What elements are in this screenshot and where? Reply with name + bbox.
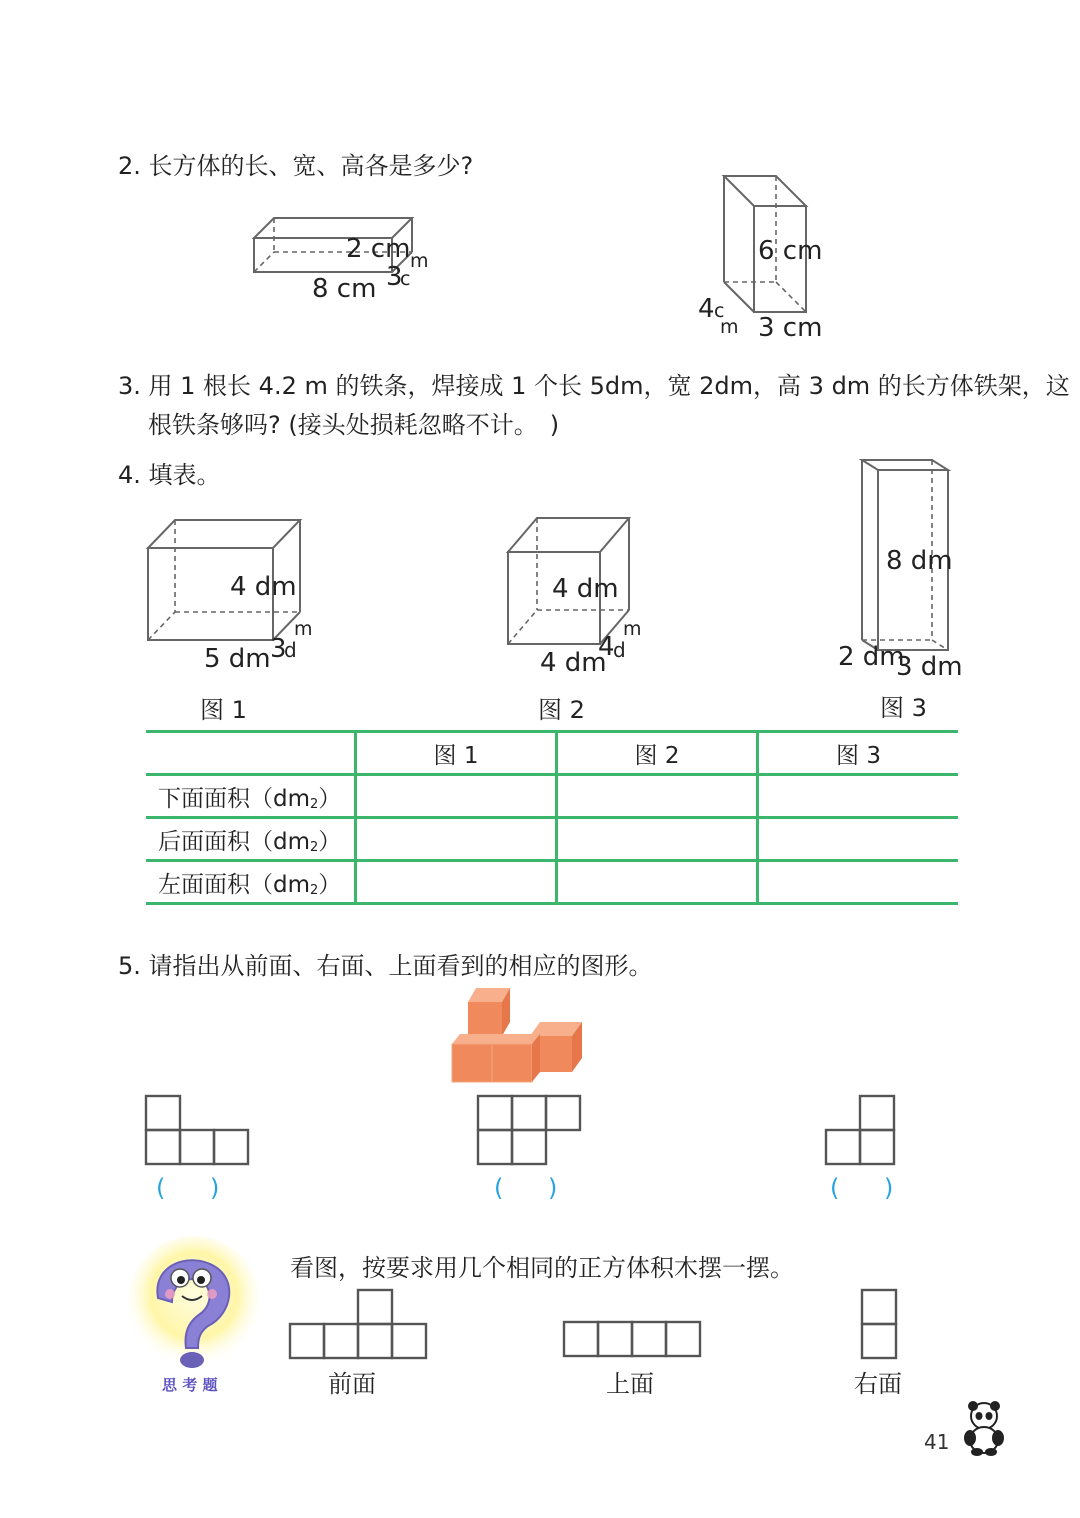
answer-cell[interactable] [557,861,758,904]
question-3-line-2: 根铁条够吗? (接头处损耗忽略不计。 ) [148,411,560,439]
figure-1-width-unit-m: m [294,618,313,640]
figure-3-width: 3 dm [896,652,963,682]
table-row [146,818,958,861]
right-view-label: 右面 [854,1370,902,1398]
page-number: 41 [924,1430,950,1454]
question-3-line-1: 3. 用 1 根长 4.2 m 的铁条，焊接成 1 个长 5dm，宽 2dm，高 3 dm 的长方体铁架，这 [118,372,1070,400]
figure-2-width-digit: 4 [598,632,615,662]
front-view-grid [288,1288,428,1360]
view-option-a [144,1094,250,1166]
view-option-b [476,1094,582,1166]
cuboid-2a-width-unit-m: m [410,250,429,272]
area-table [146,730,958,905]
figure-3-length: 2 dm [838,642,905,672]
question-2-text: 2. 长方体的长、宽、高各是多少? [118,152,474,180]
figure-1-width-digit: 3 [270,634,287,664]
cuboid-2b-width-unit-m: m [720,316,739,338]
figure-2-width-unit-m: m [623,618,642,640]
answer-cell[interactable] [758,818,959,861]
think-question-text: 看图，按要求用几个相同的正方体积木摆一摆。 [290,1254,794,1282]
answer-cell[interactable] [758,775,959,818]
answer-blank-b[interactable] [510,1178,544,1204]
figure-1-length: 5 dm [204,644,271,674]
table-header-row [146,732,958,775]
cuboid-2a-height: 2 cm [346,234,411,264]
front-view-label: 前面 [328,1370,376,1398]
view-option-c [824,1094,898,1166]
row-label-back-area: 后面面积$(dm_2)$ [146,818,356,861]
cuboid-2b-length: 3 cm [758,313,823,343]
panda-icon [958,1398,1010,1458]
row-label-bottom-area: 下面面积$(dm_2)$ [146,775,356,818]
answer-cell[interactable] [557,818,758,861]
cuboid-2b-width-digit: 4 [698,294,715,324]
table-row [146,775,958,818]
question-4-text: 4. 填表。 [118,461,221,489]
figure-2-caption: 图 2 [538,696,585,724]
question-5-text: 5. 请指出从前面、右面、上面看到的相应的图形。 [118,952,653,980]
answer-paren-a-open: ( [156,1174,166,1202]
figure-1-width-unit-d: d [284,638,297,662]
cuboid-2b-width-unit-c: c [714,300,725,322]
cuboid-2a-width-unit-c: c [400,268,411,290]
figure-1-caption: 图 1 [200,696,247,724]
answer-paren-c-open: ( [830,1174,840,1202]
answer-paren-a-close: ) [210,1174,220,1202]
answer-paren-c-close: ) [884,1174,894,1202]
answer-paren-b-close: ) [548,1174,558,1202]
answer-cell[interactable] [356,775,557,818]
top-view-grid [562,1320,702,1360]
table-header-figure-2: 图 2 [557,732,758,775]
table-header-figure-3: 图 3 [758,732,959,775]
top-view-label: 上面 [606,1370,654,1398]
figure-1-height: 4 dm [230,572,297,602]
orange-blocks-illustration [450,986,586,1084]
answer-blank-a[interactable] [172,1178,206,1204]
figure-2-length: 4 dm [540,648,607,678]
answer-cell[interactable] [557,775,758,818]
right-view-grid [860,1288,900,1360]
answer-paren-b-open: ( [494,1174,504,1202]
table-row [146,861,958,904]
answer-cell[interactable] [758,861,959,904]
figure-3-caption: 图 3 [880,694,927,722]
answer-blank-c[interactable] [846,1178,880,1204]
table-header-figure-1: 图 1 [356,732,557,775]
answer-cell[interactable] [356,818,557,861]
row-label-left-area: 左面面积$(dm_2)$ [146,861,356,904]
think-badge-label: 思 考 题 [162,1376,218,1394]
cuboid-2b-height: 6 cm [758,236,823,266]
cuboid-2a-length: 8 cm [312,274,377,304]
question-mark-mascot-icon [128,1236,268,1396]
figure-2-width-unit-d: d [613,638,626,662]
answer-cell[interactable] [356,861,557,904]
figure-3-height: 8 dm [886,546,953,576]
figure-2-height: 4 dm [552,574,619,604]
table-header-blank [146,732,356,775]
cuboid-2a-width-digit: 3 [386,262,403,292]
